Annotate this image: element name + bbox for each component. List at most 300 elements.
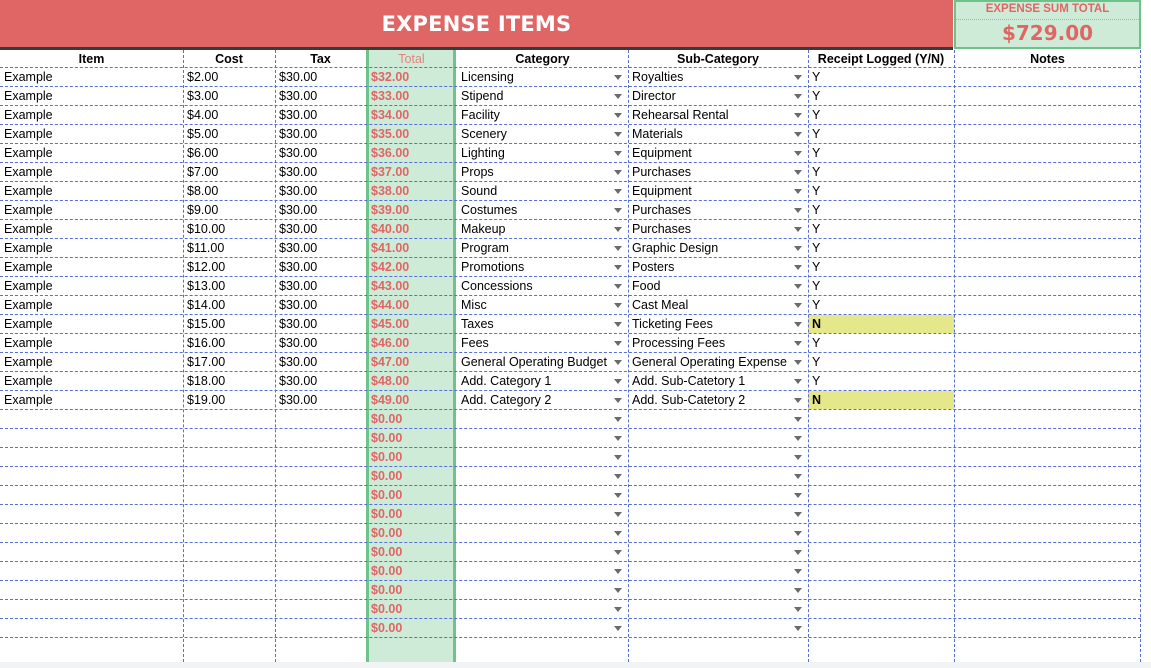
category-dropdown[interactable]: Concessions (461, 279, 533, 293)
chevron-down-icon[interactable] (794, 588, 802, 593)
item-cell[interactable] (0, 486, 183, 504)
subcategory-dropdown[interactable]: Posters (632, 260, 675, 274)
total-cell[interactable]: $0.00 (371, 564, 403, 578)
tax-cell[interactable]: $30.00 (279, 355, 318, 369)
tax-cell[interactable]: $30.00 (279, 241, 318, 255)
receipt-cell[interactable]: Y (812, 279, 821, 293)
receipt-cell[interactable]: Y (812, 374, 821, 388)
chevron-down-icon[interactable] (614, 265, 622, 270)
item-cell[interactable]: Example (4, 374, 53, 388)
cost-cell[interactable]: $3.00 (187, 89, 219, 103)
receipt-cell[interactable] (808, 562, 954, 580)
cost-cell[interactable] (183, 543, 275, 561)
chevron-down-icon[interactable] (794, 531, 802, 536)
tax-cell[interactable] (275, 600, 366, 618)
chevron-down-icon[interactable] (794, 227, 802, 232)
cost-cell[interactable] (183, 448, 275, 466)
item-cell[interactable]: Example (4, 298, 53, 312)
tax-cell[interactable]: $30.00 (279, 165, 318, 179)
cost-cell[interactable]: $9.00 (187, 203, 219, 217)
item-cell[interactable]: Example (4, 70, 53, 84)
cost-cell[interactable] (183, 486, 275, 504)
chevron-down-icon[interactable] (614, 626, 622, 631)
notes-cell[interactable] (954, 182, 1141, 200)
tax-cell[interactable]: $30.00 (279, 127, 318, 141)
tax-cell[interactable]: $30.00 (279, 89, 318, 103)
subcategory-dropdown[interactable]: Add. Sub-Catetory 1 (632, 374, 746, 388)
header-item[interactable]: Item (78, 52, 105, 66)
chevron-down-icon[interactable] (794, 113, 802, 118)
tax-cell[interactable]: $30.00 (279, 222, 318, 236)
receipt-cell[interactable]: Y (812, 336, 821, 350)
item-cell[interactable]: Example (4, 222, 53, 236)
cost-cell[interactable] (183, 524, 275, 542)
receipt-cell[interactable] (808, 467, 954, 485)
chevron-down-icon[interactable] (794, 455, 802, 460)
item-cell[interactable] (0, 543, 183, 561)
receipt-cell[interactable]: Y (812, 184, 821, 198)
tax-cell[interactable]: $30.00 (279, 298, 318, 312)
item-cell[interactable] (0, 448, 183, 466)
notes-cell[interactable] (954, 581, 1141, 599)
item-cell[interactable] (0, 505, 183, 523)
chevron-down-icon[interactable] (614, 322, 622, 327)
receipt-cell[interactable]: Y (812, 127, 821, 141)
item-cell[interactable]: Example (4, 184, 53, 198)
subcategory-dropdown[interactable]: Purchases (632, 165, 692, 179)
notes-cell[interactable] (954, 201, 1141, 219)
total-cell[interactable]: $0.00 (371, 412, 403, 426)
tax-cell[interactable]: $30.00 (279, 203, 318, 217)
category-dropdown[interactable]: Misc (461, 298, 487, 312)
chevron-down-icon[interactable] (794, 379, 802, 384)
chevron-down-icon[interactable] (614, 588, 622, 593)
category-dropdown[interactable] (457, 486, 628, 504)
chevron-down-icon[interactable] (614, 75, 622, 80)
chevron-down-icon[interactable] (614, 360, 622, 365)
receipt-cell[interactable]: Y (812, 222, 821, 236)
total-cell[interactable]: $0.00 (371, 526, 403, 540)
tax-cell[interactable] (275, 619, 366, 637)
total-cell[interactable]: $37.00 (371, 165, 410, 179)
chevron-down-icon[interactable] (794, 436, 802, 441)
notes-cell[interactable] (954, 315, 1141, 333)
chevron-down-icon[interactable] (794, 75, 802, 80)
receipt-cell[interactable] (808, 581, 954, 599)
chevron-down-icon[interactable] (614, 189, 622, 194)
item-cell[interactable]: Example (4, 146, 53, 160)
tax-cell[interactable]: $30.00 (279, 279, 318, 293)
total-cell[interactable]: $36.00 (371, 146, 410, 160)
tax-cell[interactable]: $30.00 (279, 393, 318, 407)
subcategory-dropdown[interactable] (628, 619, 808, 637)
subcategory-dropdown[interactable] (628, 543, 808, 561)
notes-cell[interactable] (954, 68, 1141, 86)
notes-cell[interactable] (954, 258, 1141, 276)
chevron-down-icon[interactable] (614, 512, 622, 517)
cost-cell[interactable]: $7.00 (187, 165, 219, 179)
total-cell[interactable]: $35.00 (371, 127, 410, 141)
subcategory-dropdown[interactable] (628, 505, 808, 523)
item-cell[interactable]: Example (4, 241, 53, 255)
subcategory-dropdown[interactable] (628, 410, 808, 428)
cost-cell[interactable]: $12.00 (187, 260, 226, 274)
category-dropdown[interactable]: Fees (461, 336, 489, 350)
tax-cell[interactable] (275, 486, 366, 504)
notes-cell[interactable] (954, 619, 1141, 637)
subcategory-dropdown[interactable] (628, 562, 808, 580)
category-dropdown[interactable]: Props (461, 165, 494, 179)
category-dropdown[interactable] (457, 581, 628, 599)
cost-cell[interactable] (183, 600, 275, 618)
total-cell[interactable]: $47.00 (371, 355, 410, 369)
total-cell[interactable]: $0.00 (371, 583, 403, 597)
cost-cell[interactable]: $10.00 (187, 222, 226, 236)
tax-cell[interactable] (275, 524, 366, 542)
notes-cell[interactable] (954, 600, 1141, 618)
chevron-down-icon[interactable] (794, 607, 802, 612)
total-cell[interactable]: $38.00 (371, 184, 410, 198)
notes-cell[interactable] (954, 239, 1141, 257)
chevron-down-icon[interactable] (794, 170, 802, 175)
receipt-cell[interactable] (808, 524, 954, 542)
tax-cell[interactable]: $30.00 (279, 317, 318, 331)
item-cell[interactable]: Example (4, 336, 53, 350)
receipt-cell[interactable]: N (808, 315, 954, 333)
subcategory-dropdown[interactable] (628, 448, 808, 466)
total-cell[interactable]: $46.00 (371, 336, 410, 350)
category-dropdown[interactable]: Sound (461, 184, 498, 198)
notes-cell[interactable] (954, 410, 1141, 428)
chevron-down-icon[interactable] (614, 151, 622, 156)
chevron-down-icon[interactable] (614, 455, 622, 460)
notes-cell[interactable] (954, 562, 1141, 580)
receipt-cell[interactable] (808, 429, 954, 447)
total-cell[interactable]: $41.00 (371, 241, 410, 255)
chevron-down-icon[interactable] (794, 284, 802, 289)
notes-cell[interactable] (954, 277, 1141, 295)
total-cell[interactable]: $34.00 (371, 108, 410, 122)
notes-cell[interactable] (954, 144, 1141, 162)
chevron-down-icon[interactable] (614, 170, 622, 175)
chevron-down-icon[interactable] (614, 417, 622, 422)
receipt-cell[interactable] (808, 410, 954, 428)
cost-cell[interactable] (183, 505, 275, 523)
category-dropdown[interactable] (457, 448, 628, 466)
subcategory-dropdown[interactable]: Cast Meal (632, 298, 689, 312)
category-dropdown[interactable] (457, 505, 628, 523)
subcategory-dropdown[interactable]: Processing Fees (632, 336, 726, 350)
chevron-down-icon[interactable] (614, 94, 622, 99)
total-cell[interactable]: $0.00 (371, 488, 403, 502)
notes-cell[interactable] (954, 391, 1141, 409)
cost-cell[interactable]: $2.00 (187, 70, 219, 84)
total-cell[interactable]: $49.00 (371, 393, 410, 407)
category-dropdown[interactable] (457, 524, 628, 542)
item-cell[interactable]: Example (4, 260, 53, 274)
category-dropdown[interactable] (457, 562, 628, 580)
tax-cell[interactable]: $30.00 (279, 184, 318, 198)
subcategory-dropdown[interactable]: Add. Sub-Catetory 2 (632, 393, 746, 407)
category-dropdown[interactable] (457, 467, 628, 485)
subcategory-dropdown[interactable]: General Operating Expense (632, 355, 787, 369)
chevron-down-icon[interactable] (794, 265, 802, 270)
chevron-down-icon[interactable] (614, 531, 622, 536)
subcategory-dropdown[interactable]: Graphic Design (632, 241, 719, 255)
category-dropdown[interactable] (457, 600, 628, 618)
category-dropdown[interactable]: Facility (461, 108, 500, 122)
receipt-cell[interactable]: Y (812, 146, 821, 160)
subcategory-dropdown[interactable]: Food (632, 279, 661, 293)
chevron-down-icon[interactable] (794, 360, 802, 365)
receipt-cell[interactable] (808, 600, 954, 618)
cost-cell[interactable]: $14.00 (187, 298, 226, 312)
category-dropdown[interactable]: General Operating Budget (461, 355, 607, 369)
total-cell[interactable]: $0.00 (371, 431, 403, 445)
cost-cell[interactable]: $5.00 (187, 127, 219, 141)
chevron-down-icon[interactable] (794, 94, 802, 99)
subcategory-dropdown[interactable]: Purchases (632, 203, 692, 217)
notes-cell[interactable] (954, 524, 1141, 542)
tax-cell[interactable]: $30.00 (279, 70, 318, 84)
item-cell[interactable]: Example (4, 108, 53, 122)
chevron-down-icon[interactable] (614, 379, 622, 384)
chevron-down-icon[interactable] (794, 474, 802, 479)
cost-cell[interactable]: $6.00 (187, 146, 219, 160)
item-cell[interactable]: Example (4, 165, 53, 179)
total-cell[interactable]: $0.00 (371, 450, 403, 464)
receipt-cell[interactable] (808, 505, 954, 523)
subcategory-dropdown[interactable]: Royalties (632, 70, 684, 84)
item-cell[interactable]: Example (4, 317, 53, 331)
tax-cell[interactable] (275, 581, 366, 599)
notes-cell[interactable] (954, 429, 1141, 447)
chevron-down-icon[interactable] (614, 569, 622, 574)
chevron-down-icon[interactable] (614, 493, 622, 498)
category-dropdown[interactable]: Scenery (461, 127, 507, 141)
notes-cell[interactable] (954, 372, 1141, 390)
tax-cell[interactable] (275, 562, 366, 580)
chevron-down-icon[interactable] (614, 284, 622, 289)
tax-cell[interactable] (275, 448, 366, 466)
total-cell[interactable]: $39.00 (371, 203, 410, 217)
chevron-down-icon[interactable] (614, 398, 622, 403)
tax-cell[interactable] (275, 429, 366, 447)
total-cell[interactable]: $0.00 (371, 545, 403, 559)
total-cell[interactable]: $40.00 (371, 222, 410, 236)
chevron-down-icon[interactable] (614, 550, 622, 555)
total-cell[interactable]: $42.00 (371, 260, 410, 274)
total-cell[interactable]: $32.00 (371, 70, 410, 84)
cost-cell[interactable]: $13.00 (187, 279, 226, 293)
cost-cell[interactable]: $19.00 (187, 393, 226, 407)
item-cell[interactable] (0, 410, 183, 428)
subcategory-dropdown[interactable] (628, 467, 808, 485)
subcategory-dropdown[interactable] (628, 429, 808, 447)
notes-cell[interactable] (954, 220, 1141, 238)
tax-cell[interactable]: $30.00 (279, 146, 318, 160)
cost-cell[interactable]: $11.00 (187, 241, 225, 255)
chevron-down-icon[interactable] (614, 246, 622, 251)
notes-cell[interactable] (954, 87, 1141, 105)
chevron-down-icon[interactable] (794, 246, 802, 251)
subcategory-dropdown[interactable] (628, 486, 808, 504)
total-cell[interactable]: $45.00 (371, 317, 410, 331)
total-cell[interactable]: $0.00 (371, 507, 403, 521)
chevron-down-icon[interactable] (794, 569, 802, 574)
chevron-down-icon[interactable] (794, 151, 802, 156)
category-dropdown[interactable]: Program (461, 241, 509, 255)
receipt-cell[interactable]: Y (812, 165, 821, 179)
chevron-down-icon[interactable] (614, 607, 622, 612)
chevron-down-icon[interactable] (614, 227, 622, 232)
cost-cell[interactable] (183, 581, 275, 599)
chevron-down-icon[interactable] (614, 474, 622, 479)
subcategory-dropdown[interactable]: Equipment (632, 184, 692, 198)
subcategory-dropdown[interactable] (628, 524, 808, 542)
header-tax[interactable]: Tax (310, 52, 331, 66)
receipt-cell[interactable]: Y (812, 70, 821, 84)
total-cell[interactable]: $43.00 (371, 279, 410, 293)
subcategory-dropdown[interactable]: Ticketing Fees (632, 317, 713, 331)
tax-cell[interactable] (275, 410, 366, 428)
category-dropdown[interactable]: Lighting (461, 146, 505, 160)
cost-cell[interactable] (183, 429, 275, 447)
chevron-down-icon[interactable] (794, 322, 802, 327)
chevron-down-icon[interactable] (614, 341, 622, 346)
header-notes[interactable]: Notes (1030, 52, 1065, 66)
chevron-down-icon[interactable] (794, 341, 802, 346)
cost-cell[interactable] (183, 562, 275, 580)
category-dropdown[interactable] (457, 410, 628, 428)
header-total[interactable]: Total (398, 52, 425, 66)
tax-cell[interactable]: $30.00 (279, 108, 318, 122)
receipt-cell[interactable]: N (808, 391, 954, 409)
category-dropdown[interactable]: Taxes (461, 317, 494, 331)
item-cell[interactable] (0, 562, 183, 580)
receipt-cell[interactable]: Y (812, 203, 821, 217)
category-dropdown[interactable] (457, 429, 628, 447)
chevron-down-icon[interactable] (794, 626, 802, 631)
header-receipt[interactable]: Receipt Logged (Y/N) (817, 52, 945, 66)
receipt-cell[interactable] (808, 448, 954, 466)
total-cell[interactable]: $0.00 (371, 602, 403, 616)
total-cell[interactable]: $48.00 (371, 374, 410, 388)
chevron-down-icon[interactable] (794, 512, 802, 517)
receipt-cell[interactable]: Y (812, 260, 821, 274)
expense-sum-cell[interactable] (954, 0, 1141, 49)
tax-cell[interactable] (275, 505, 366, 523)
chevron-down-icon[interactable] (614, 132, 622, 137)
category-dropdown[interactable]: Costumes (461, 203, 518, 217)
receipt-cell[interactable]: Y (812, 355, 821, 369)
item-cell[interactable] (0, 524, 183, 542)
category-dropdown[interactable] (457, 619, 628, 637)
notes-cell[interactable] (954, 163, 1141, 181)
chevron-down-icon[interactable] (614, 208, 622, 213)
subcategory-dropdown[interactable] (628, 600, 808, 618)
cost-cell[interactable]: $16.00 (187, 336, 226, 350)
category-dropdown[interactable]: Add. Category 2 (461, 393, 552, 407)
category-dropdown[interactable]: Stipend (461, 89, 504, 103)
subcategory-dropdown[interactable] (628, 581, 808, 599)
notes-cell[interactable] (954, 467, 1141, 485)
item-cell[interactable] (0, 600, 183, 618)
item-cell[interactable]: Example (4, 393, 53, 407)
chevron-down-icon[interactable] (794, 417, 802, 422)
item-cell[interactable] (0, 619, 183, 637)
total-cell[interactable]: $0.00 (371, 621, 403, 635)
item-cell[interactable]: Example (4, 203, 53, 217)
receipt-cell[interactable]: Y (812, 108, 821, 122)
tax-cell[interactable]: $30.00 (279, 336, 318, 350)
notes-cell[interactable] (954, 353, 1141, 371)
tax-cell[interactable]: $30.00 (279, 260, 318, 274)
chevron-down-icon[interactable] (794, 132, 802, 137)
cost-cell[interactable]: $4.00 (187, 108, 219, 122)
total-cell[interactable]: $44.00 (371, 298, 410, 312)
sheet-title-banner[interactable] (0, 0, 953, 47)
chevron-down-icon[interactable] (794, 550, 802, 555)
item-cell[interactable] (0, 429, 183, 447)
header-cost[interactable]: Cost (215, 52, 243, 66)
subcategory-dropdown[interactable]: Equipment (632, 146, 692, 160)
chevron-down-icon[interactable] (794, 493, 802, 498)
cost-cell[interactable] (183, 467, 275, 485)
item-cell[interactable]: Example (4, 279, 53, 293)
cost-cell[interactable]: $18.00 (187, 374, 226, 388)
chevron-down-icon[interactable] (614, 303, 622, 308)
notes-cell[interactable] (954, 543, 1141, 561)
item-cell[interactable] (0, 581, 183, 599)
item-cell[interactable] (0, 467, 183, 485)
category-dropdown[interactable] (457, 543, 628, 561)
cost-cell[interactable]: $17.00 (187, 355, 226, 369)
chevron-down-icon[interactable] (794, 189, 802, 194)
subcategory-dropdown[interactable]: Materials (632, 127, 683, 141)
total-cell[interactable]: $0.00 (371, 469, 403, 483)
receipt-cell[interactable]: Y (812, 89, 821, 103)
subcategory-dropdown[interactable]: Director (632, 89, 676, 103)
chevron-down-icon[interactable] (614, 113, 622, 118)
notes-cell[interactable] (954, 296, 1141, 314)
subcategory-dropdown[interactable]: Rehearsal Rental (632, 108, 729, 122)
item-cell[interactable]: Example (4, 355, 53, 369)
cost-cell[interactable] (183, 410, 275, 428)
cost-cell[interactable]: $15.00 (187, 317, 226, 331)
tax-cell[interactable] (275, 543, 366, 561)
cost-cell[interactable] (183, 619, 275, 637)
tax-cell[interactable] (275, 467, 366, 485)
receipt-cell[interactable]: Y (812, 298, 821, 312)
subcategory-dropdown[interactable]: Purchases (632, 222, 692, 236)
receipt-cell[interactable] (808, 486, 954, 504)
item-cell[interactable]: Example (4, 89, 53, 103)
notes-cell[interactable] (954, 486, 1141, 504)
expense-grid[interactable] (0, 50, 1141, 662)
notes-cell[interactable] (954, 334, 1141, 352)
header-subcategory[interactable]: Sub-Category (677, 52, 759, 66)
receipt-cell[interactable] (808, 543, 954, 561)
item-cell[interactable]: Example (4, 127, 53, 141)
category-dropdown[interactable]: Makeup (461, 222, 506, 236)
category-dropdown[interactable]: Licensing (461, 70, 514, 84)
cost-cell[interactable]: $8.00 (187, 184, 219, 198)
notes-cell[interactable] (954, 505, 1141, 523)
chevron-down-icon[interactable] (614, 436, 622, 441)
chevron-down-icon[interactable] (794, 303, 802, 308)
receipt-cell[interactable] (808, 619, 954, 637)
